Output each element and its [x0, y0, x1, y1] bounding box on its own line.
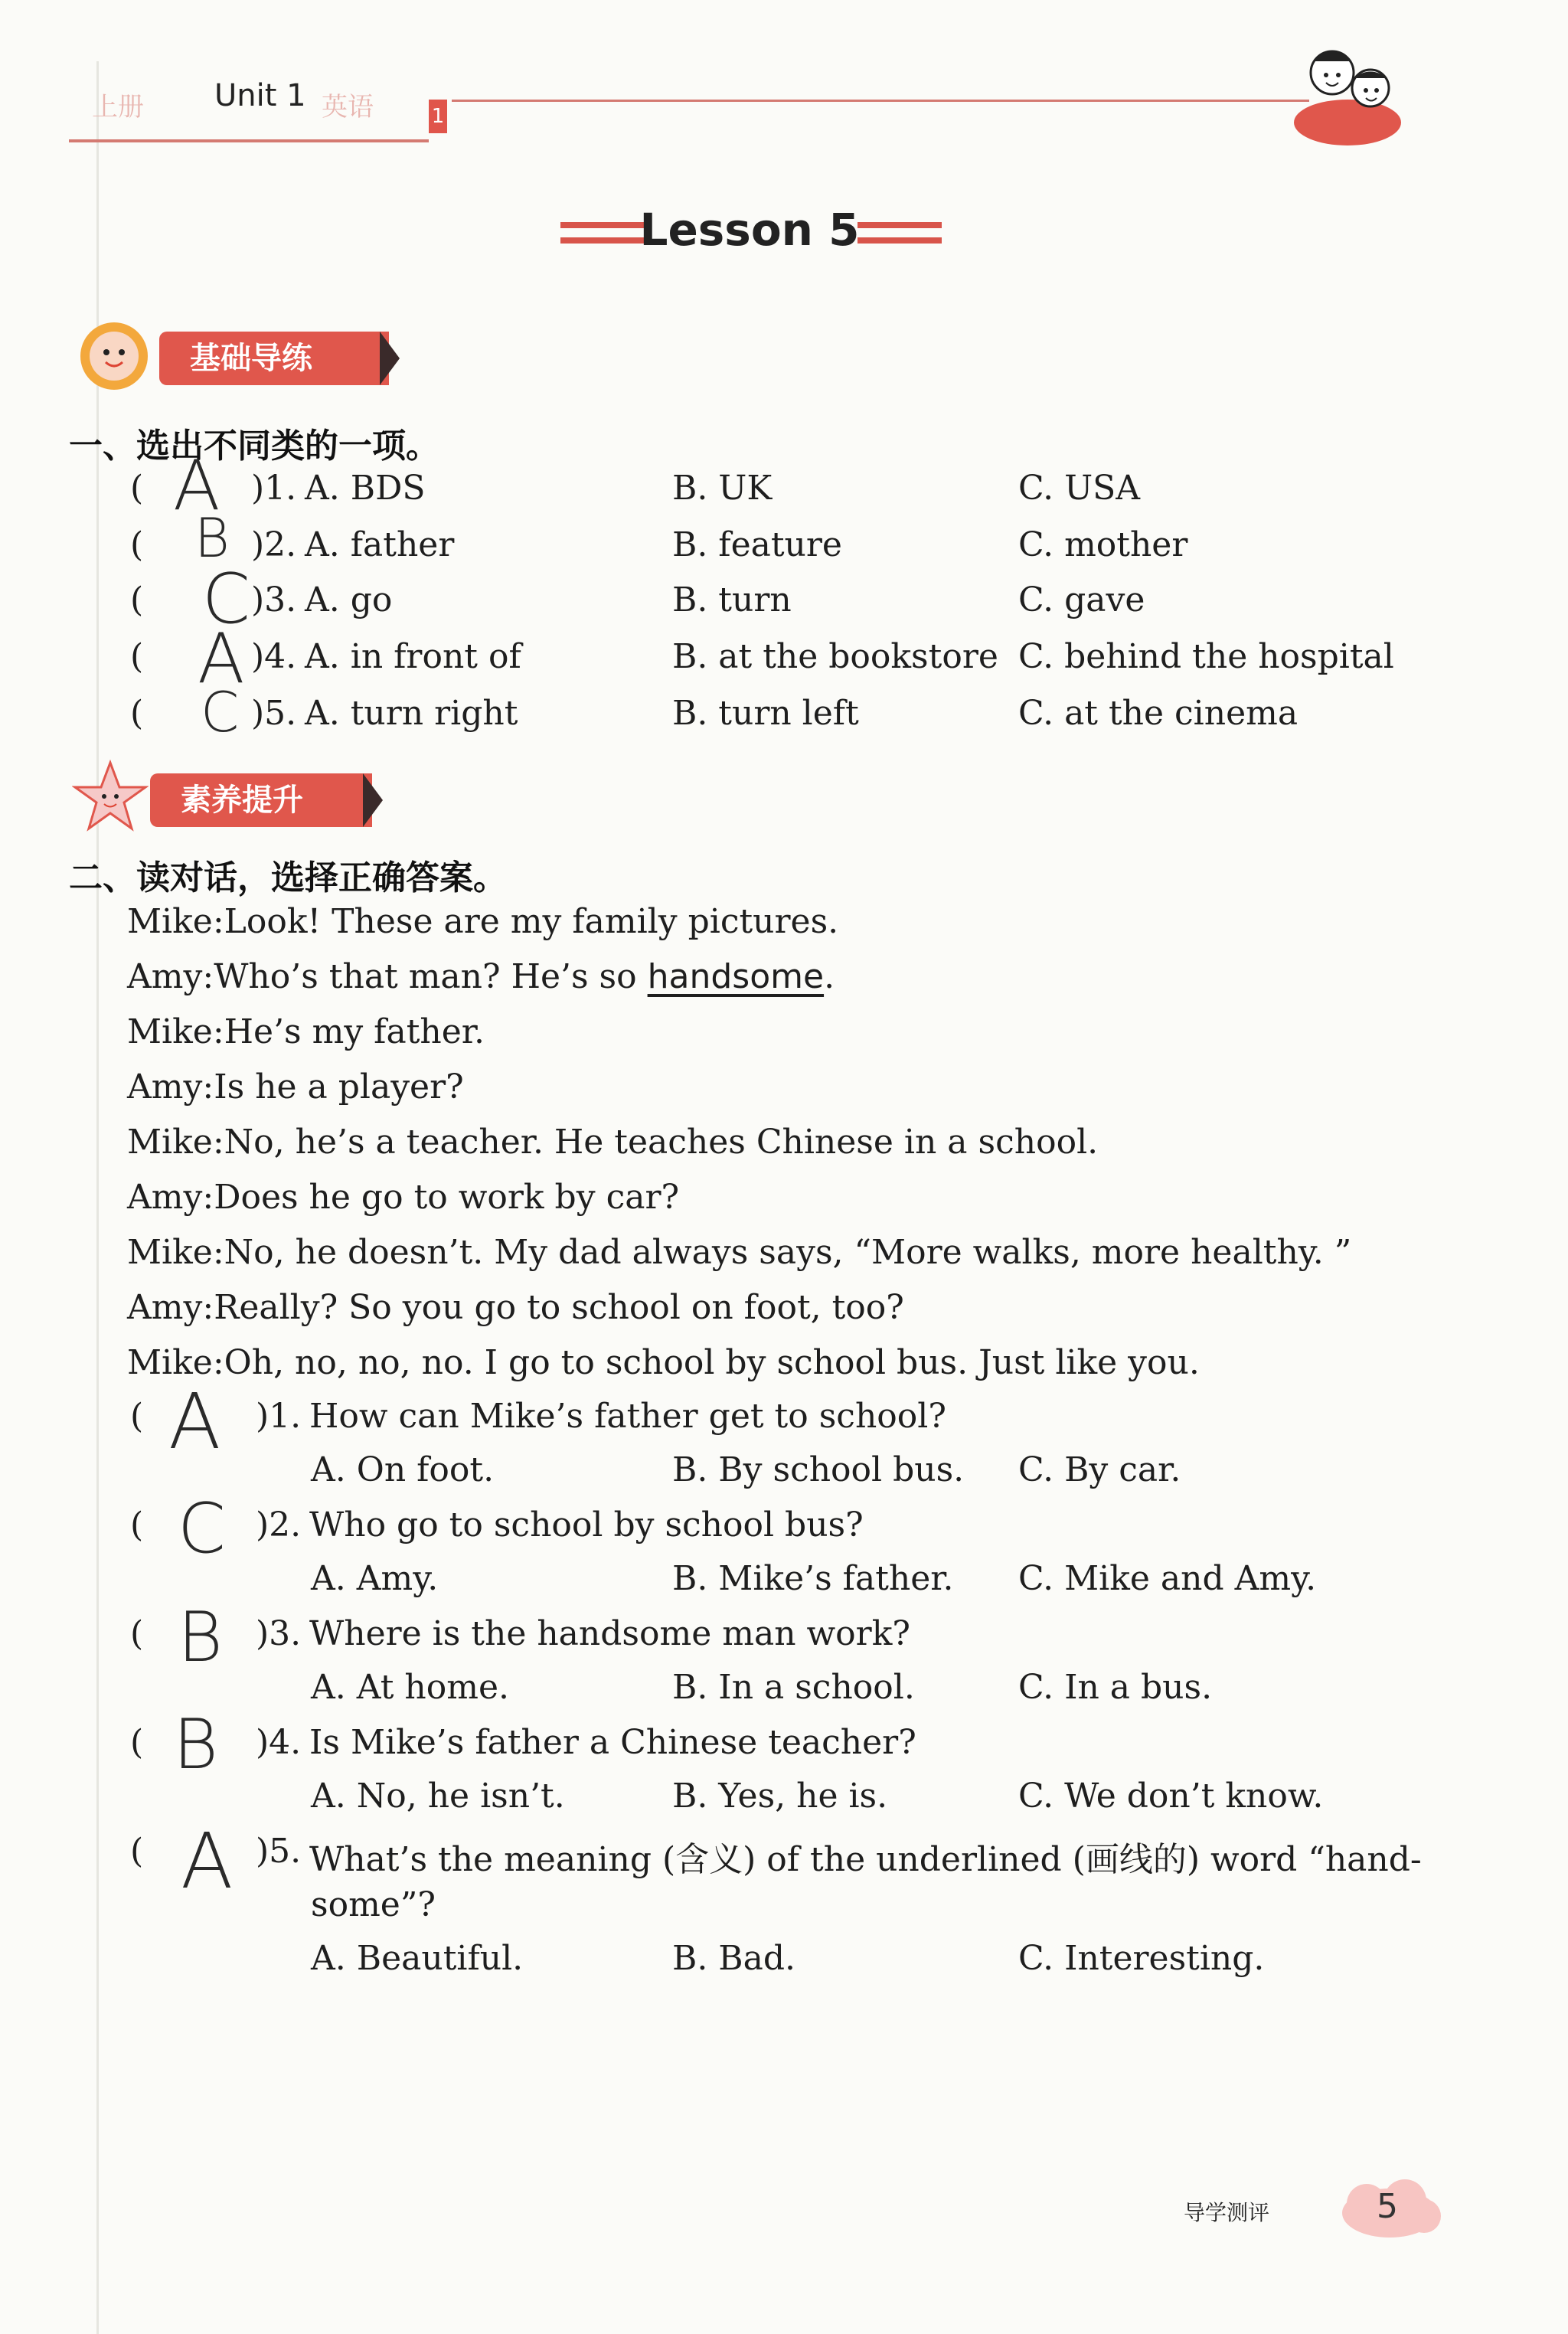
speaker: Amy:: [127, 1067, 214, 1107]
q-paren: (: [130, 1397, 144, 1436]
question-text: Who go to school by school bus?: [309, 1505, 864, 1545]
option-a: A. At home.: [311, 1668, 509, 1707]
option-c: C. mother: [1018, 525, 1188, 564]
q-paren: (: [130, 1832, 144, 1871]
q-number: )2.: [256, 1505, 302, 1545]
line-text-after: .: [824, 957, 835, 996]
page-number: 5: [1377, 2187, 1398, 2226]
unit-mark: 1: [429, 100, 447, 133]
line-text: No, he’s a teacher. He teaches Chinese in a school.: [224, 1123, 1099, 1162]
speaker: Mike:: [127, 1233, 224, 1272]
star-icon: [72, 758, 149, 835]
option-b: B. By school bus.: [672, 1450, 965, 1489]
underlined-word: handsome: [647, 957, 825, 996]
line-text: He’s my father.: [224, 1012, 485, 1051]
option-c: C. By car.: [1018, 1450, 1181, 1489]
option-c: C. at the cinema: [1018, 694, 1298, 733]
dialogue-line: [127, 957, 835, 996]
dialogue-line: [127, 1288, 904, 1327]
q-number: )1.: [251, 469, 297, 508]
q-number: )1.: [256, 1397, 302, 1436]
question-text: Is Mike’s father a Chinese teacher?: [309, 1723, 916, 1762]
q-paren: (: [130, 637, 144, 676]
option-c: C. USA: [1018, 469, 1141, 508]
option-b: B. In a school.: [672, 1668, 915, 1707]
handwritten-answer: A: [173, 446, 220, 526]
option-c: C. Interesting.: [1018, 1939, 1265, 1978]
option-b: B. Bad.: [672, 1939, 796, 1978]
option-a: A. turn right: [305, 694, 518, 733]
q-paren: (: [130, 469, 144, 508]
q-number: )4.: [256, 1723, 302, 1762]
option-c: C. gave: [1018, 580, 1145, 619]
q-paren: (: [130, 1505, 144, 1545]
sun-icon: [72, 314, 156, 398]
handwritten-answer: B: [178, 1597, 223, 1678]
q-paren: (: [130, 580, 144, 619]
option-a: A. Amy.: [311, 1559, 439, 1598]
dialogue-line: [127, 1123, 1098, 1162]
q-number: )5.: [251, 694, 297, 733]
dialogue-line: [127, 1233, 1351, 1272]
dialogue-line: [127, 1012, 485, 1051]
dialogue-line: [127, 1343, 1200, 1382]
option-a: A. BDS: [305, 469, 426, 508]
unit-label: Unit 1: [214, 78, 306, 113]
q-paren: (: [130, 1723, 144, 1762]
dialogue-line: [127, 1067, 464, 1107]
q-number: )3.: [251, 580, 297, 619]
question-text: How can Mike’s father get to school?: [309, 1397, 946, 1436]
handwritten-answer: B: [194, 507, 230, 570]
option-a: A. Beautiful.: [311, 1939, 524, 1978]
speaker: Mike:: [127, 902, 224, 941]
handwritten-answer: B: [173, 1705, 218, 1785]
line-text: Look! These are my family pictures.: [224, 902, 839, 941]
banner-pencil-tip: [363, 773, 383, 827]
question-text: What’s the meaning (含义) of the underlined (画线的) word “hand-: [309, 1840, 1422, 1879]
lesson-title: Lesson 5: [639, 204, 860, 256]
section2-heading: 二、读对话，选择正确答案。: [69, 858, 507, 897]
q-paren: (: [130, 525, 144, 564]
banner-pencil-tip: [380, 332, 400, 385]
option-c: C. In a bus.: [1018, 1668, 1213, 1707]
line-text: No, he doesn’t. My dad always says, “More walks, more healthy. ”: [224, 1233, 1352, 1272]
footer-label: 导学测评: [1184, 2200, 1270, 2225]
header-faded-text-right: 英语: [322, 92, 374, 123]
option-b: B. at the bookstore: [672, 637, 998, 676]
header-rule-left: [69, 139, 429, 142]
speaker: Mike:: [127, 1012, 224, 1051]
q-paren: (: [130, 694, 144, 733]
handwritten-answer: A: [168, 1377, 221, 1466]
option-c: C. behind the hospital: [1018, 637, 1394, 676]
option-a: A. in front of: [305, 637, 521, 676]
q-number: )2.: [251, 525, 297, 564]
speaker: Amy:: [127, 1288, 214, 1327]
handwritten-answer: C: [202, 559, 250, 639]
option-b: B. Yes, he is.: [672, 1777, 888, 1816]
dialogue-line: [127, 902, 838, 941]
option-c: C. Mike and Amy.: [1018, 1559, 1317, 1598]
option-b: B. Mike’s father.: [672, 1559, 954, 1598]
section1-banner: 基础导练: [159, 332, 389, 385]
option-a: A. father: [305, 525, 455, 564]
handwritten-answer: A: [198, 619, 245, 699]
line-text: Oh, no, no, no. I go to school by school bus. Just like you.: [224, 1343, 1200, 1382]
dialogue-line: [127, 1178, 679, 1217]
header-rule-right: [452, 100, 1309, 102]
speaker: Mike:: [127, 1343, 224, 1382]
speaker: Amy:: [127, 957, 214, 996]
header-faded-text-left: 上册: [92, 92, 144, 123]
speaker: Mike:: [127, 1123, 224, 1162]
q-number: )4.: [251, 637, 297, 676]
section1-heading: 一、选出不同类的一项。: [69, 427, 439, 466]
option-a: A. On foot.: [311, 1450, 495, 1489]
kids-mascot-icon: [1286, 31, 1416, 161]
option-c: C. We don’t know.: [1018, 1777, 1324, 1816]
option-b: B. UK: [672, 469, 773, 508]
speaker: Amy:: [127, 1178, 214, 1217]
line-text: Who’s that man? He’s so: [214, 957, 648, 996]
question-text-cont: some”?: [311, 1885, 436, 1924]
option-b: B. turn: [672, 580, 792, 619]
binding-margin-line: [96, 61, 99, 2334]
option-a: A. go: [305, 580, 393, 619]
handwritten-answer: C: [178, 1489, 226, 1569]
line-text: Is he a player?: [214, 1067, 464, 1107]
q-paren: (: [130, 1614, 144, 1653]
section2-banner: 素养提升: [150, 773, 372, 827]
q-number: )5.: [256, 1832, 302, 1871]
line-text: Does he go to work by car?: [214, 1178, 680, 1217]
question-text: Where is the handsome man work?: [309, 1614, 910, 1653]
line-text: Really? So you go to school on foot, too?: [214, 1288, 904, 1327]
q-number: )3.: [256, 1614, 302, 1653]
option-b: B. turn left: [672, 694, 859, 733]
handwritten-answer: C: [201, 680, 240, 744]
option-a: A. No, he isn’t.: [311, 1777, 565, 1816]
option-b: B. feature: [672, 525, 842, 564]
handwritten-answer: A: [181, 1816, 234, 1906]
